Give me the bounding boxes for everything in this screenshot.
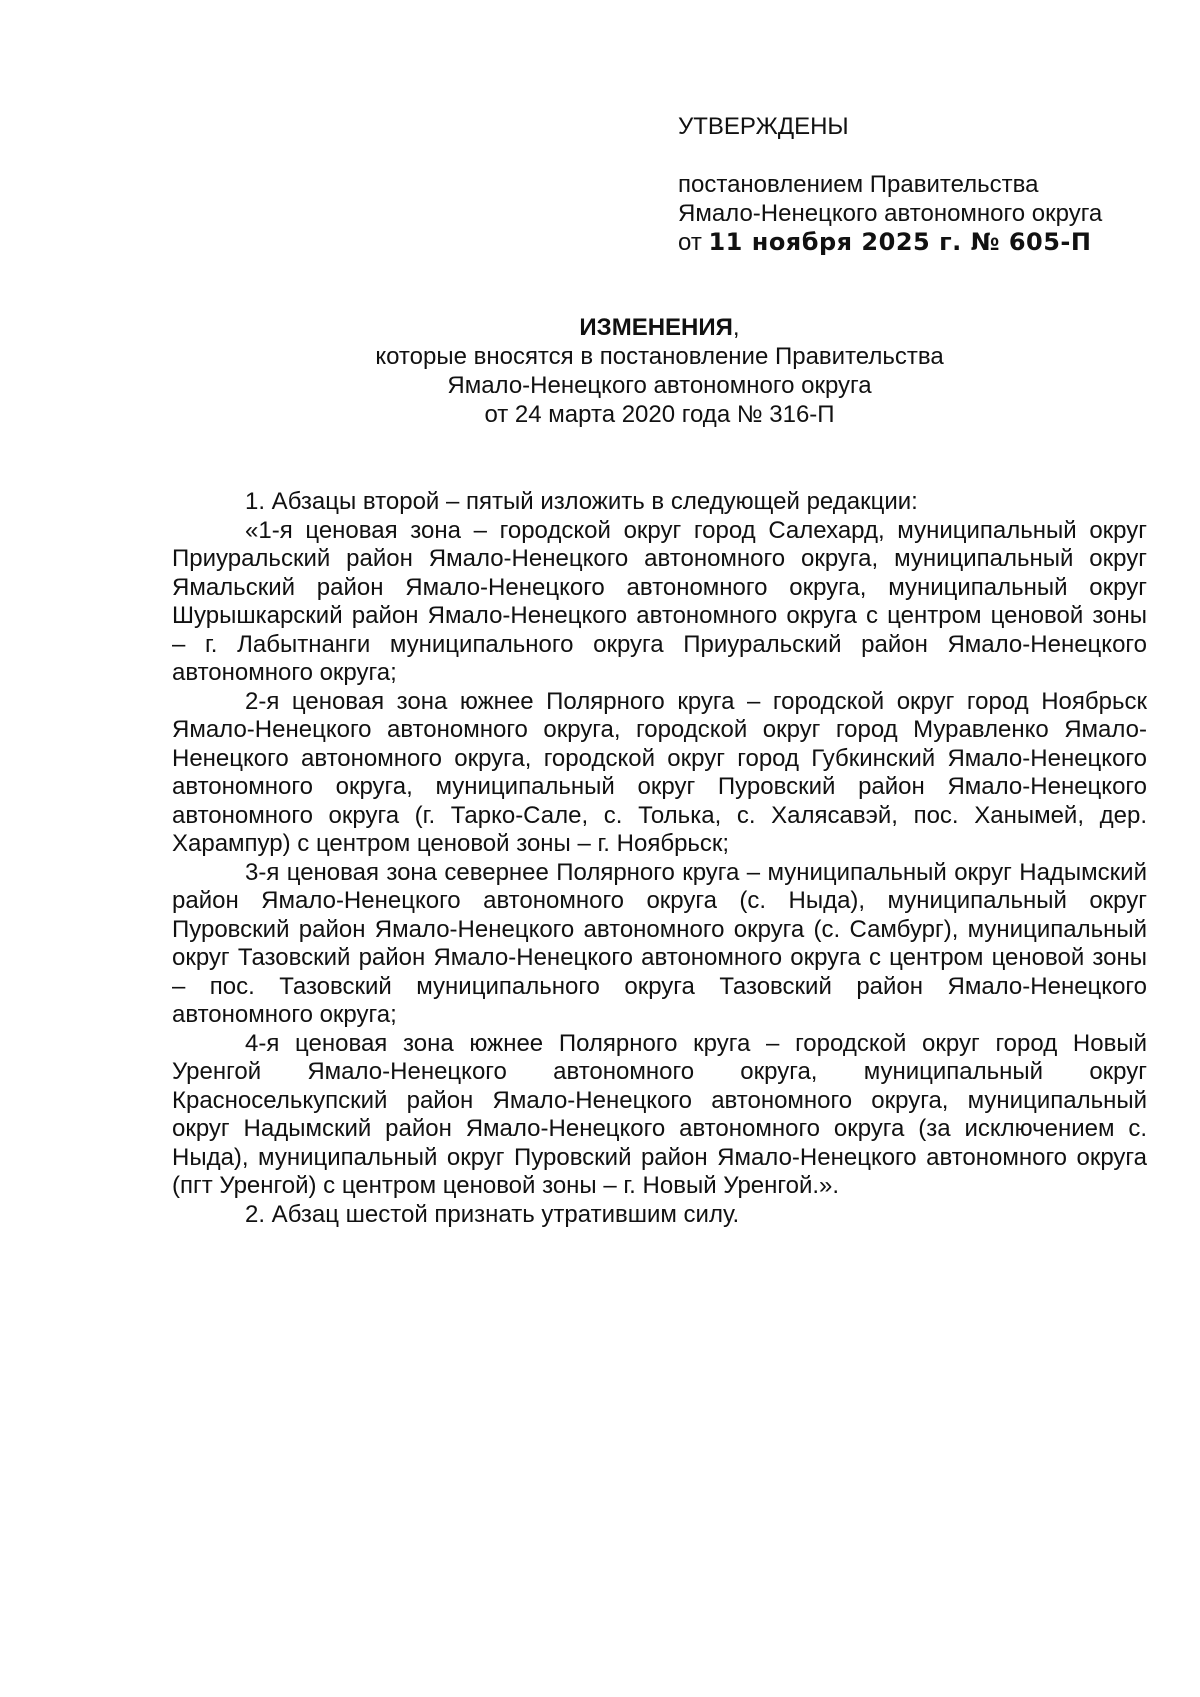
document-title <box>172 313 1147 429</box>
approval-date-number: 11 ноября 2025 г. № 605-П <box>708 228 1092 256</box>
title-line-2: Ямало-Ненецкого автономного округа <box>447 372 872 399</box>
approval-date-line <box>678 228 1178 257</box>
approval-stamp <box>678 112 1178 257</box>
approval-heading: УТВЕРЖДЕНЫ <box>678 113 849 140</box>
paragraph-2: «1-я ценовая зона – городской округ город Салехард, муниципальный округ Приуральский район Ямало-Ненецкого автономного округа, муниципальный округ Ямальский район Ямало-Ненецкого автономного округа, муниципальный округ Шурышкарский район Ямало-Ненецкого автономного округа с центром ценовой зоны – г. Лабытнанги муниципального округа Приуральский район Ямало-Ненецкого автономного округа; <box>172 516 1147 686</box>
paragraph-3: 2-я ценовая зона южнее Полярного круга – городской округ город Ноябрьск Ямало-Ненецкого автономного округа, городской округ город Муравленко Ямало-Ненецкого автономного округа, городской округ город Губкинский Ямало-Ненецкого автономного округа, муниципальный округ Пуровский район Ямало-Ненецкого автономного округа (г. Тарко-Сале, с. Толька, с. Халясавэй, пос. Ханымей, дер. Харампур) с центром ценовой зоны – г. Ноябрьск; <box>172 687 1147 857</box>
approval-line-1: постановлением Правительства <box>678 171 1039 198</box>
paragraph-6: 2. Абзац шестой признать утратившим силу. <box>245 1200 740 1228</box>
title-line-1: которые вносятся в постановление Правительства <box>375 343 944 370</box>
document-body <box>172 488 1147 1229</box>
title-line-3: от 24 марта 2020 года № 316-П <box>484 401 835 428</box>
paragraph-1: 1. Абзацы второй – пятый изложить в следующей редакции: <box>245 488 918 515</box>
paragraph-5: 4-я ценовая зона южнее Полярного круга – городской округ город Новый Уренгой Ямало-Ненецкого автономного округа, муниципальный округ Красноселькупский район Ямало-Ненецкого автономного округа, муниципальный округ Надымский район Ямало-Ненецкого автономного округа (за исключением с. Ныда), муниципальный округ Пуровский район Ямало-Ненецкого автономного округа (пгт Уренгой) с центром ценовой зоны – г. Новый Уренгой.». <box>172 1029 1147 1199</box>
approval-date-prefix: от <box>678 229 702 256</box>
title-main: ИЗМЕНЕНИЯ <box>579 314 733 341</box>
paragraph-4: 3-я ценовая зона севернее Полярного круга – муниципальный округ Надымский район Ямало-Ненецкого автономного округа (с. Ныда), муниципальный округ Пуровский район Ямало-Ненецкого автономного округа (с. Самбург), муниципальный округ Тазовский район Ямало-Ненецкого автономного округа с центром ценовой зоны – пос. Тазовский муниципального округа Тазовский район Ямало-Ненецкого автономного округа; <box>172 858 1147 1028</box>
title-comma: , <box>732 314 740 341</box>
approval-line-2: Ямало-Ненецкого автономного округа <box>678 200 1103 227</box>
title-main-line <box>172 313 1147 342</box>
